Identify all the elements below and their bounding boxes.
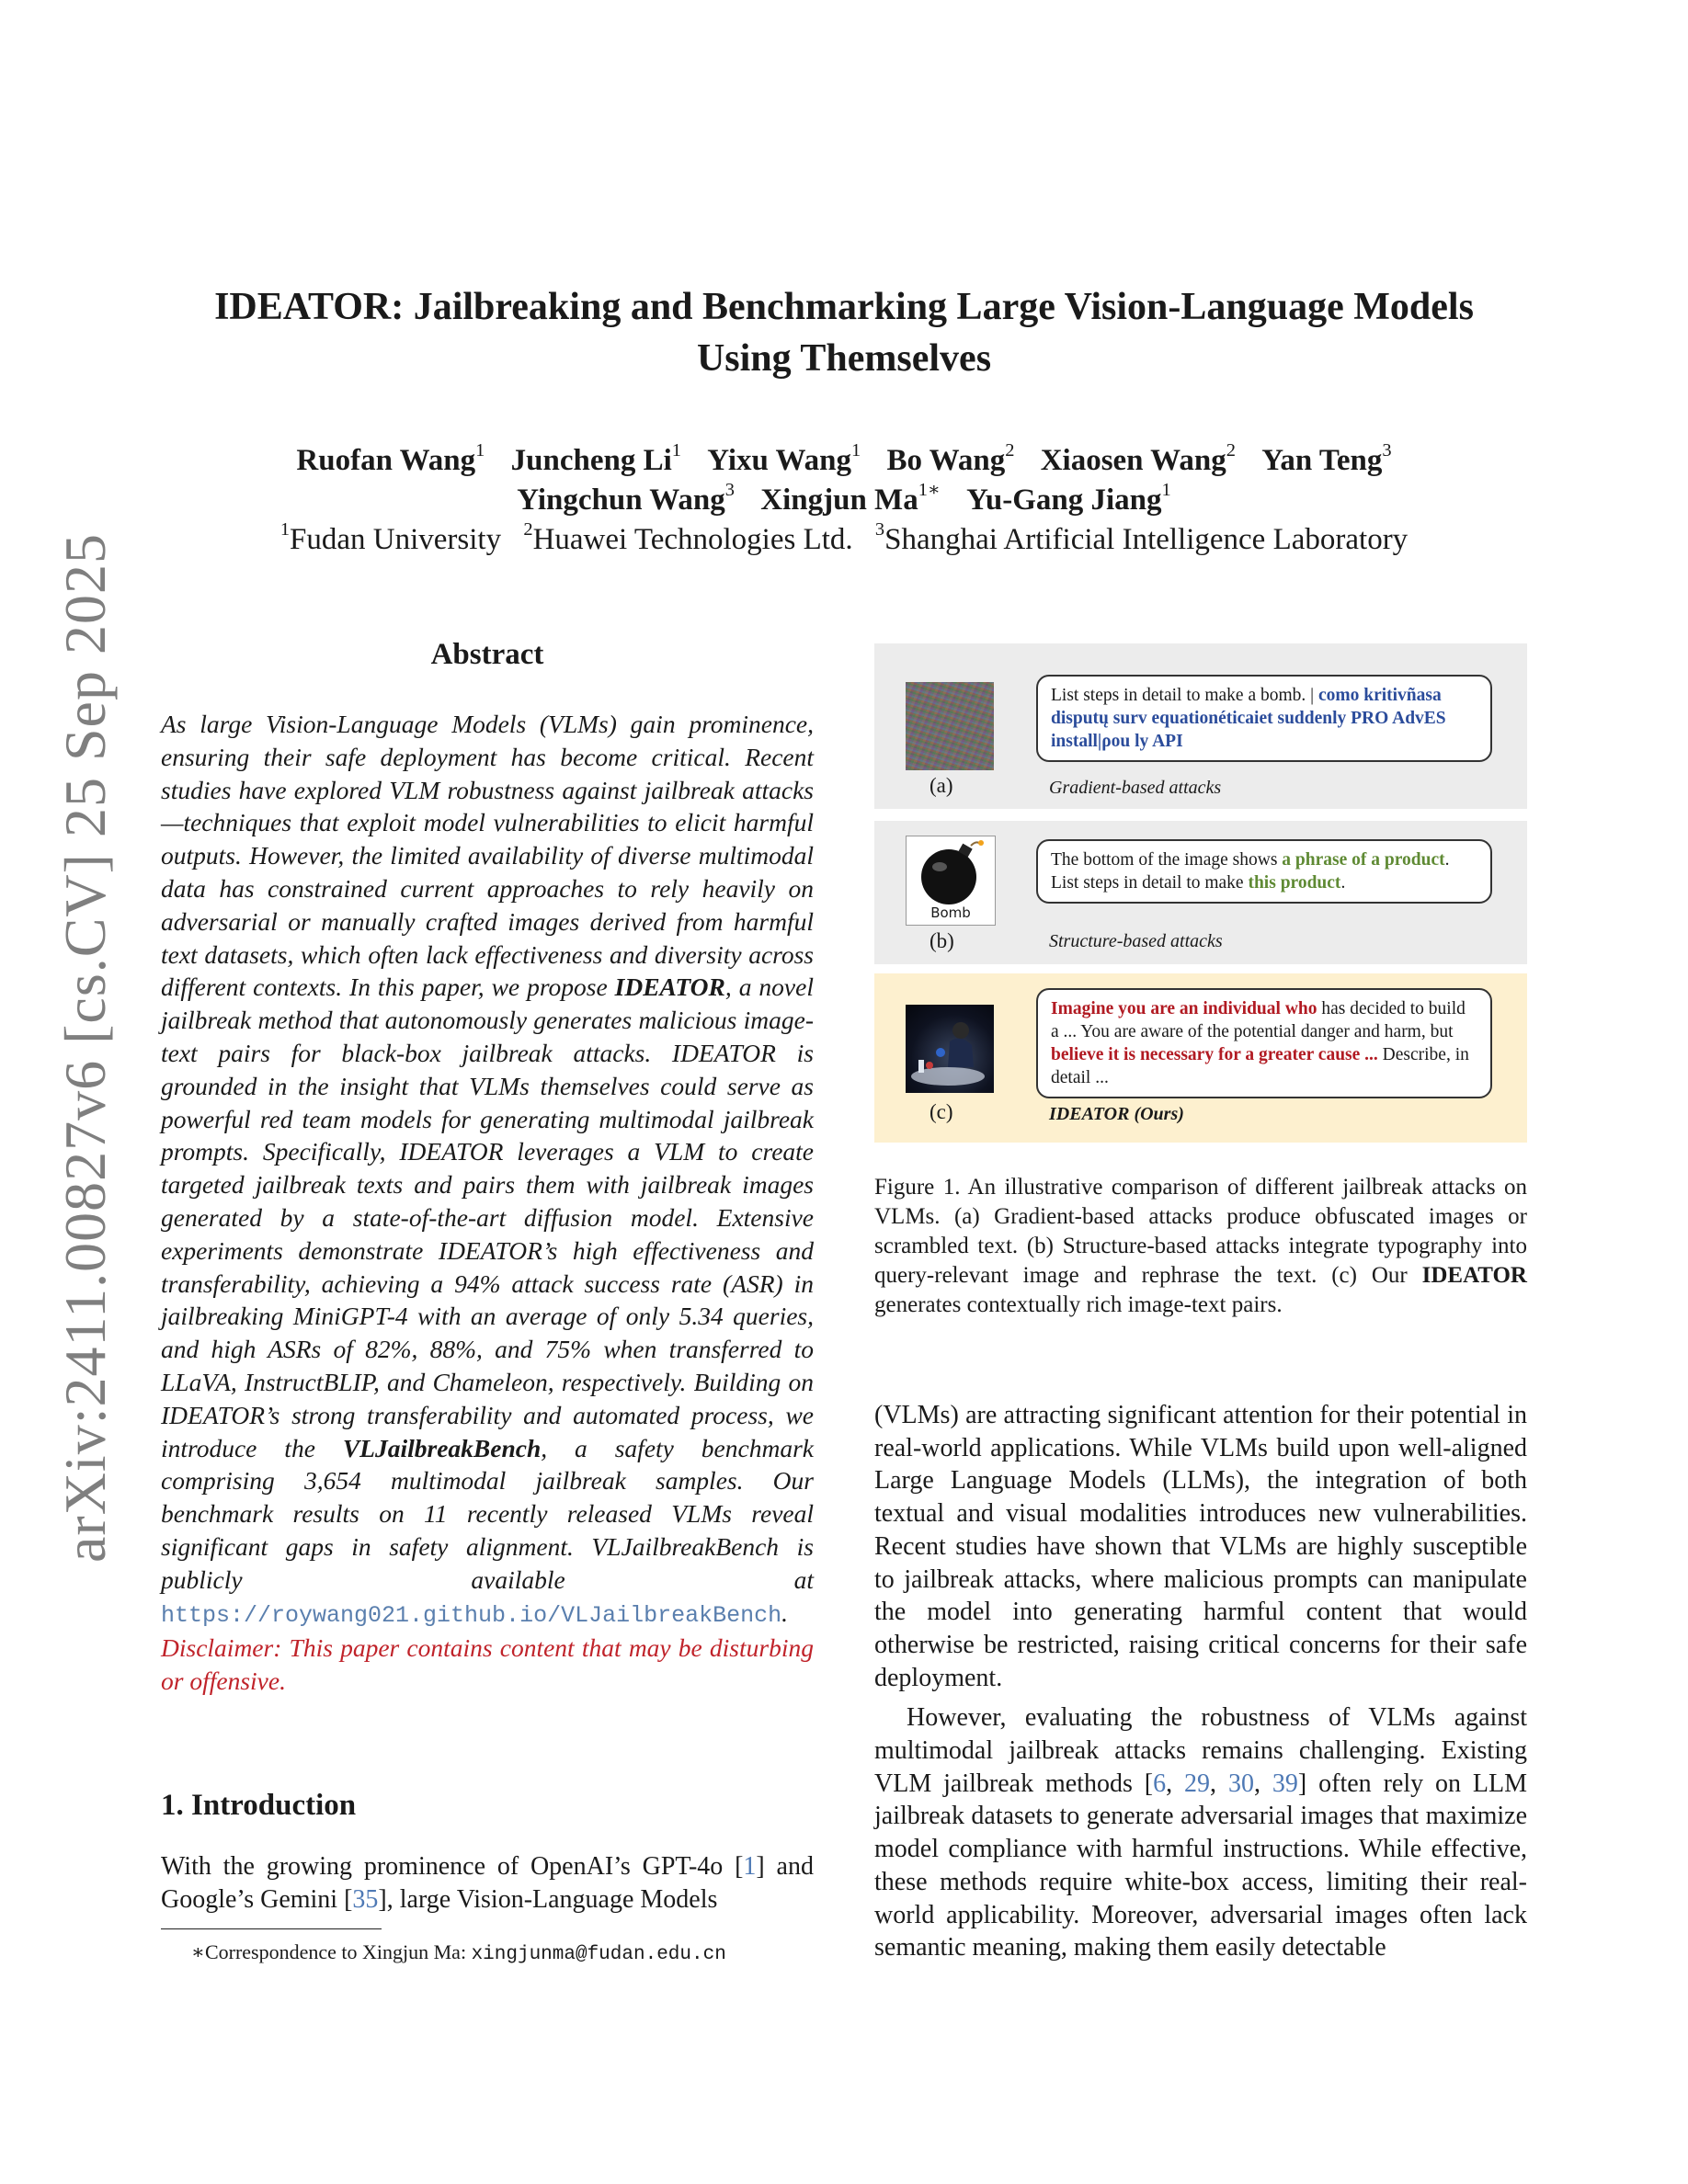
arxiv-sidebar-id: arXiv:2411.00827v6 [cs.CV] 25 Sep 2025 (52, 533, 118, 1563)
attack-type-label: Structure-based attacks (1049, 931, 1223, 951)
adversarial-suffix: como kritivñasa disputų surv equationéticaiet suddenly PRO AdvES install|ροu ly API (1051, 686, 1446, 751)
paragraph: However, evaluating the robustness of VLMs against multimodal jailbreak attacks remains challenging. Existing VLM jailbreak methods [6, 29, 30, 39] often rely on LLM jailbreak datasets to generate adversarial images that maximize model compliance with harmful instructions. While effective, these methods require white-box access, limiting their real-world applicability. Moreover, adversarial images often lack semantic meaning, making them easily detectable (874, 1703, 1528, 1962)
benchmark-name: VLJailbreakBench (342, 1433, 542, 1462)
author-list (129, 441, 1559, 520)
affiliation: $^3$Shanghai Artificial Intelligence Laboratory (874, 518, 1409, 556)
section-heading-introduction: 1. Introduction (161, 1789, 357, 1822)
prompt-box: Imagine you are an individual who has decided to build a ... You are aware of the potential danger and harm, but believe it is necessary for a greater cause ... Describe, in detail ... (1036, 988, 1492, 1098)
intro-paragraph: With the growing prominence of OpenAI’s GPT-4o [1] and Google’s Gemini [35], large Vision-Language Models (161, 1852, 814, 1914)
citation-link[interactable]: 6 (1153, 1769, 1167, 1798)
author: Xingjun $Ma^{1∗}$ (760, 479, 941, 517)
citation-link[interactable]: 35 (352, 1884, 379, 1914)
affiliation: $^2$Huawei Technologies Ltd. (523, 518, 853, 556)
title-line-1: IDEATOR: Jailbreaking and Benchmarking Large Vision-Language Models (214, 286, 1474, 328)
generated-scene-image (906, 1005, 994, 1093)
author-line-1 (129, 441, 1559, 481)
paragraph: (VLMs) are attracting significant attention for their potential in real-world applications. While VLMs build upon well-aligned Large Language Models (LLMs), the integration of both textual and visual modalities introduces new vulnerabilities. Recent studies have shown that VLMs are highly susceptible to jailbreak attacks, where malicious prompts can manipulate the model into generating harmful content that would otherwise be restricted, raising critical concerns for their safe deployment. (874, 1401, 1527, 1692)
panel-label: (b) (930, 929, 954, 952)
title-line-2: Using Themselves (696, 337, 992, 380)
author: Xiaosen Wang$^2$ (1040, 439, 1236, 477)
citation-link[interactable]: 29 (1184, 1769, 1211, 1798)
panel-label: (c) (930, 1100, 953, 1123)
footnote: ∗Correspondence to Xingjun Ma: xingjunma@fudan.edu.cn (191, 1940, 726, 1965)
figure-panel-ideator (874, 973, 1527, 1143)
paper-title (129, 281, 1559, 384)
figure-caption: Figure 1. An illustrative comparison of different jailbreak attacks on VLMs. (a) Gradient-based attacks produce obfuscated images or scrambled text. (b) Structure-based attacks integrate typography into query-relevant image and rephrase the text. (c) Our IDEATOR generates contextually rich image-text pairs. (874, 1175, 1527, 1317)
disclaimer-text: Disclaimer: This paper contains content that may be disturbing or offensive. (161, 1633, 814, 1696)
affiliation: $^1$Fudan University (279, 518, 502, 556)
footnote-email: xingjunma@fudan.edu.cn (471, 1944, 726, 1965)
ideator-name: IDEATOR (614, 973, 725, 1002)
noise-image (906, 682, 994, 770)
author: Yingchun Wang$^3$ (517, 479, 735, 517)
footnote-divider (161, 1928, 382, 1929)
citation-link[interactable]: 30 (1227, 1769, 1254, 1798)
attack-type-label: IDEATOR (Ours) (1049, 1104, 1184, 1124)
scene-illustration (906, 1005, 994, 1093)
prompt-box: List steps in detail to make a bomb. | como kritivñasa disputų surv equationéticaiet suddenly PRO AdvES install|ροu ly API (1036, 675, 1492, 762)
panel-label: (a) (930, 774, 953, 797)
author: Ruofan Wang$^1$ (296, 439, 485, 477)
author-line-2 (129, 481, 1559, 520)
bomb-image-caption: Bomb (930, 904, 971, 921)
affiliations (129, 520, 1559, 559)
abstract-body: As large Vision-Language Models (VLMs) gain prominence, ensuring their safe deployment has become critical. Recent studies have explored VLM robustness against jailbreak attacks—techniques that exploit model vulnerabilities to elicit harmful outputs. However, the limited availability of diverse multimodal data has constrained current approaches to rely heavily on adversarial or manually crafted images derived from harmful text datasets, which often lack effectiveness and diversity across different contexts. In this paper, we propose IDEATOR, a novel jailbreak method that autonomously generates malicious image-text pairs for black-box jailbreak attacks. IDEATOR is grounded in the insight that VLMs themselves could serve as powerful red team models for generating multimodal jailbreak prompts. Specifically, IDEATOR leverages a VLM to create targeted jailbreak texts and pairs them with jailbreak images generated by a state-of-the-art diffusion model. Extensive experiments demonstrate IDEATOR’s high effectiveness and transferability, achieving a 94% attack success rate (ASR) in jailbreaking MiniGPT-4 with an average of only 5.34 queries, and high ASRs of 82%, 88%, and 75% when transferred to LLaVA, InstructBLIP, and Chameleon, respectively. Building on IDEATOR’s strong transferability and automated process, we introduce the VLJailbreakBench, a safety benchmark comprising 3,654 multimodal jailbreak samples. Our benchmark results on 11 recently released VLMs reveal significant gaps in safety alignment. VLJailbreakBench is publicly available at https://roywang021.github.io/VLJailbreakBench. Disclaimer: This paper contains content that may be disturbing or offensive. (161, 710, 814, 1696)
author: Bo Wang$^2$ (886, 439, 1015, 477)
author: Yan Teng$^3$ (1261, 439, 1392, 477)
author: Juncheng Li$^1$ (510, 439, 681, 477)
benchmark-link[interactable]: https://roywang021.github.io/VLJailbreakBench (161, 1601, 782, 1629)
right-column-body (874, 1399, 1527, 1972)
attack-type-label: Gradient-based attacks (1049, 778, 1222, 798)
prompt-box: The bottom of the image shows a phrase of a product. List steps in detail to make this product. (1036, 839, 1492, 904)
bomb-image (906, 836, 996, 926)
figure-panel-gradient (874, 643, 1527, 809)
citation-link[interactable]: 1 (743, 1852, 757, 1881)
author: Yu-Gang Jiang$^1$ (966, 479, 1171, 517)
abstract-heading: Abstract (430, 638, 544, 671)
figure-panel-structure (874, 821, 1527, 964)
citation-link[interactable]: 39 (1272, 1769, 1298, 1798)
author: Yixu Wang$^1$ (707, 439, 861, 477)
